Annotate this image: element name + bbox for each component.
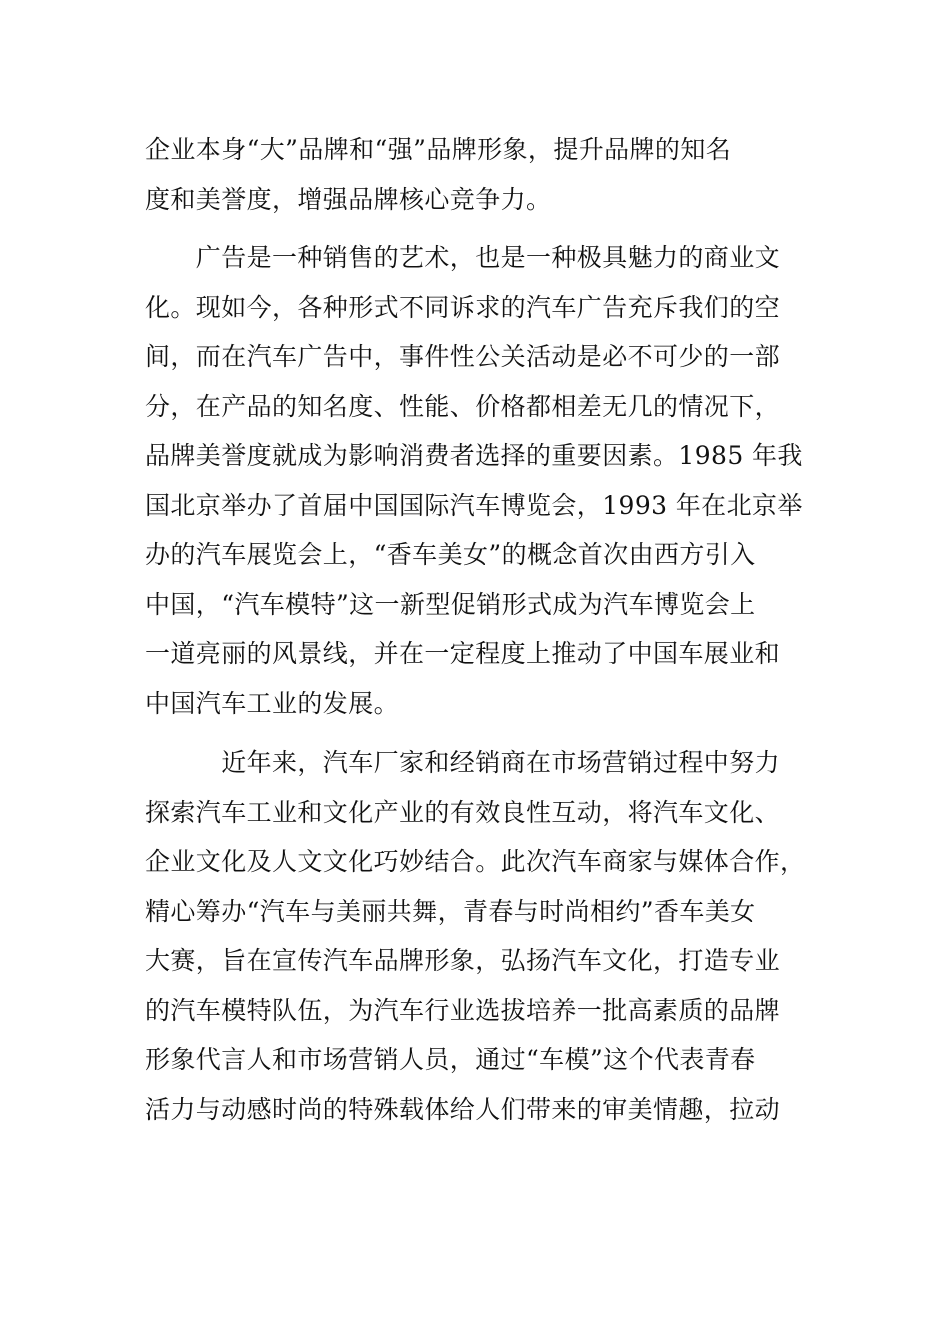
text-line: 形象代言人和市场营销人员，通过“车模”这个代表青春: [145, 1045, 756, 1074]
text-line: 近年来，汽车厂家和经销商在市场营销过程中努力: [145, 748, 781, 777]
text-line: 化。现如今，各种形式不同诉求的汽车广告充斥我们的空: [145, 292, 781, 322]
text-line: 度和美誉度，增强品牌核心竞争力。: [145, 184, 552, 214]
text-line: 一道亮丽的风景线，并在一定程度上推动了中国车展业和: [145, 639, 781, 668]
paragraph-brand-image: [145, 125, 805, 224]
text-line: 国北京举办了首届中国国际汽车博览会，1993 年在北京举: [145, 490, 803, 520]
text-line: 企业本身“大”品牌和“强”品牌形象，提升品牌的知名: [145, 135, 732, 164]
text-line: 品牌美誉度就成为影响消费者选择的重要因素。1985 年我: [145, 441, 803, 470]
text-line: 办的汽车展览会上，“香车美女”的概念首次由西方引入: [145, 540, 756, 569]
text-line: 企业文化及人文文化巧妙结合。此次汽车商家与媒体合作，: [145, 847, 806, 876]
paragraph-advertising: [145, 233, 805, 728]
text-line: 分，在产品的知名度、性能、价格都相差无几的情况下，: [145, 391, 781, 421]
text-line: 广告是一种销售的艺术，也是一种极具魅力的商业文: [145, 243, 781, 272]
paragraph-car-model-contest: [145, 738, 805, 1134]
text-line: 大赛，旨在宣传汽车品牌形象，弘扬汽车文化，打造专业: [145, 946, 781, 975]
text-line: 探索汽车工业和文化产业的有效良性互动，将汽车文化、: [145, 797, 781, 827]
text-line: 的汽车模特队伍，为汽车行业选拔培养一批高素质的品牌: [145, 995, 781, 1025]
text-line: 活力与动感时尚的特殊载体给人们带来的审美情趣，拉动: [145, 1094, 781, 1124]
text-line: 间，而在汽车广告中，事件性公关活动是必不可少的一部: [145, 342, 781, 371]
text-line: 精心筹办“汽车与美丽共舞，青春与时尚相约”香车美女: [145, 896, 756, 926]
text-line: 中国汽车工业的发展。: [145, 688, 400, 718]
text-line: 中国，“汽车模特”这一新型促销形式成为汽车博览会上: [145, 589, 756, 619]
